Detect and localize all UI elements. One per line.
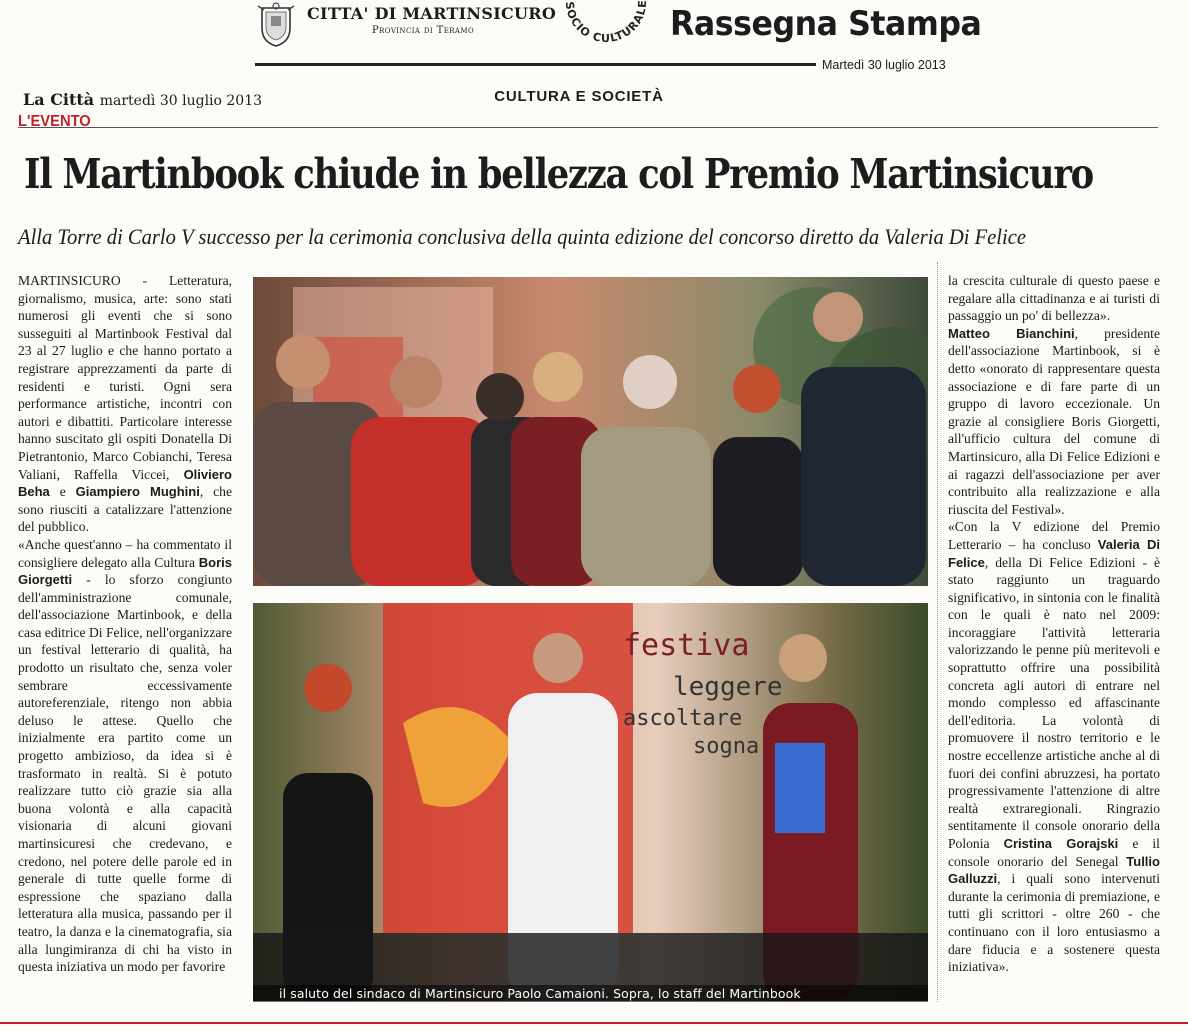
text-run: la crescita culturale di questo paese e regalare alla cittadinanza e ai turisti di passaggio un po' di bellezza». (948, 273, 1160, 324)
newspaper-section: CULTURA E SOCIETÀ (494, 88, 664, 105)
column-divider (937, 262, 938, 1002)
text-run: «Anche quest'anno – ha commentato il consigliere delegato alla Cultura (18, 536, 232, 570)
text-run: MARTINSICURO - Letteratura, giornalismo, musica, arte: sono stati numerosi gli eventi che si sono susseguiti al Martinbook Festival dal 23 al 27 luglio e che hanno portato a registrare apprezzamenti da parte di residenti e turisti. Ogni sera performance artistiche, incontri con autori e dibattiti. Particolare interesse hanno suscitato gli ospiti Donatella Di Pietrantonio, Marco Cobianchi, Teresa Valiani, Raffella Viccei, (18, 273, 232, 482)
office-seal-stamp-icon (556, 0, 656, 70)
bold-name: Matteo Bianchini (948, 325, 1075, 341)
banner-word: sogna (693, 734, 760, 759)
clipping-title: Rassegna Stampa (670, 4, 982, 44)
city-crest-icon (254, 2, 298, 48)
text-run: , che sono riusciti a catalizzare l'attenzione del pubblico. (18, 484, 232, 535)
bold-name: Boris Giorgetti (18, 554, 232, 588)
bottom-rule (0, 1022, 1188, 1024)
bold-name: Giampiero Mughini (75, 484, 200, 500)
staff-photo-image (253, 277, 928, 586)
clipping-header (0, 0, 1188, 80)
article-kicker: L'EVENTO (18, 113, 91, 130)
city-name: CITTA' DI MARTINSICURO (307, 4, 557, 23)
bold-name: Tullio Galluzzi (948, 853, 1160, 887)
text-run: , presidente dell'associazione Martinbook, si è detto «onorato di rappresentare questa associazione e di fare parte di un gruppo di lavoro eccezionale. Un grazie al consigliere Boris Giorgetti, all'ufficio cultura del comune di Martinsicuro, alla Di Felice Edizioni e ai ragazzi dell'associazione per aver contribuito alla realizzazione e alla riuscita del Festival». (948, 325, 1160, 517)
bold-name: Valeria Di Felice (948, 536, 1160, 570)
photo-mayor-greeting (253, 603, 928, 1001)
photo-caption: il saluto del sindaco di Martinsicuro Paolo Camaioni. Sopra, lo staff del Martinbook (253, 985, 928, 1002)
photo-staff-group (253, 277, 928, 586)
article-subheadline: Alla Torre di Carlo V successo per la cerimonia conclusiva della quinta edizione del concorso diretto da Valeria Di Felice (18, 224, 1027, 249)
text-run: e il console onorario del Senegal (948, 836, 1160, 869)
text-run: , i quali sono intervenuti durante la cerimonia di premiazione, e tutti gli scrittori - oltre 260 - che continuano con il loro entusiasmo a dare fiducia e a sostenere questa iniziativa». (948, 871, 1160, 975)
paragraph (948, 272, 1160, 325)
text-run: e (59, 484, 66, 500)
article-headline: Il Martinbook chiude in bellezza col Premio Martinsicuro (24, 150, 1094, 198)
header-divider (18, 127, 1158, 128)
clipping-rule (255, 63, 816, 66)
text-run: - lo sforzo congiunto dell'amministrazione comunale, dell'associazione Martinbook, e della casa editrice Di Felice, nell'organizzare un festival letterario di qualità, ha prodotto un risultato che, senza voler sembrare eccessivamente autoreferenziale, ritengo non abbia deluso le attese. Quello che inizialmente era partito come un progetto ambizioso, da idea si è trasformato in realtà. Si è potuto realizzare tutto ciò grazie sia alla buona volontà e alla capacità visionaria di alcuni giovani martinsicuresi che credevano, e credono, nel potere delle parole ed in generale di tutte quelle forme di espressione che spaziano dalla letteratura alla musica, passando per il teatro, la danza e la cinematografia, sia alla lungimiranza di chi ha visto in questa iniziativa un modo per favorire (18, 572, 232, 975)
newspaper-date: martedì 30 luglio 2013 (99, 93, 263, 109)
paragraph (18, 536, 232, 976)
mayor-photo-image (253, 603, 928, 1001)
svg-text:SOCIO CULTURALE · SETTORE V · (556, 0, 649, 45)
text-run: «Con la V edizione del Premio Letterario – ha concluso (948, 519, 1160, 552)
paragraph (18, 272, 232, 536)
seal-text: SOCIO CULTURALE (562, 0, 650, 46)
paragraph (948, 325, 1160, 519)
article-column-right (948, 272, 1160, 976)
clipping-date: Martedì 30 luglio 2013 (822, 58, 946, 72)
article-column-left (18, 272, 232, 976)
city-province: Provincia di Teramo (372, 25, 475, 36)
bold-name: Cristina Gorajski (1003, 836, 1119, 851)
banner-word: ascoltare (623, 706, 743, 731)
banner-word: festiva (623, 628, 750, 663)
text-run: , della Di Felice Edizioni - è stato raggiunto un traguardo significativo, in sintonia con le finalità con le quali è nato nel 2009: incoraggiare l'attività letteraria valorizzando le penne più meritevoli e soprattutto offrire una possibilità concreta agli autori di entrare nel mondo complesso ed affascinante dell'editoria. La volontà di promuovere il nostro territorio e le nostre eccellenze artistiche anche al di fuori dei confini abruzzesi, ha portato progressivamente l'attenzione di altre realtà extraregionali. Ringrazio sentitamente il console onorario della Polonia (948, 554, 1160, 851)
paragraph (948, 518, 1160, 975)
bold-name: Oliviero Beha (18, 466, 232, 500)
newspaper-name: La Città (23, 90, 95, 109)
banner-word: leggere (673, 672, 783, 702)
